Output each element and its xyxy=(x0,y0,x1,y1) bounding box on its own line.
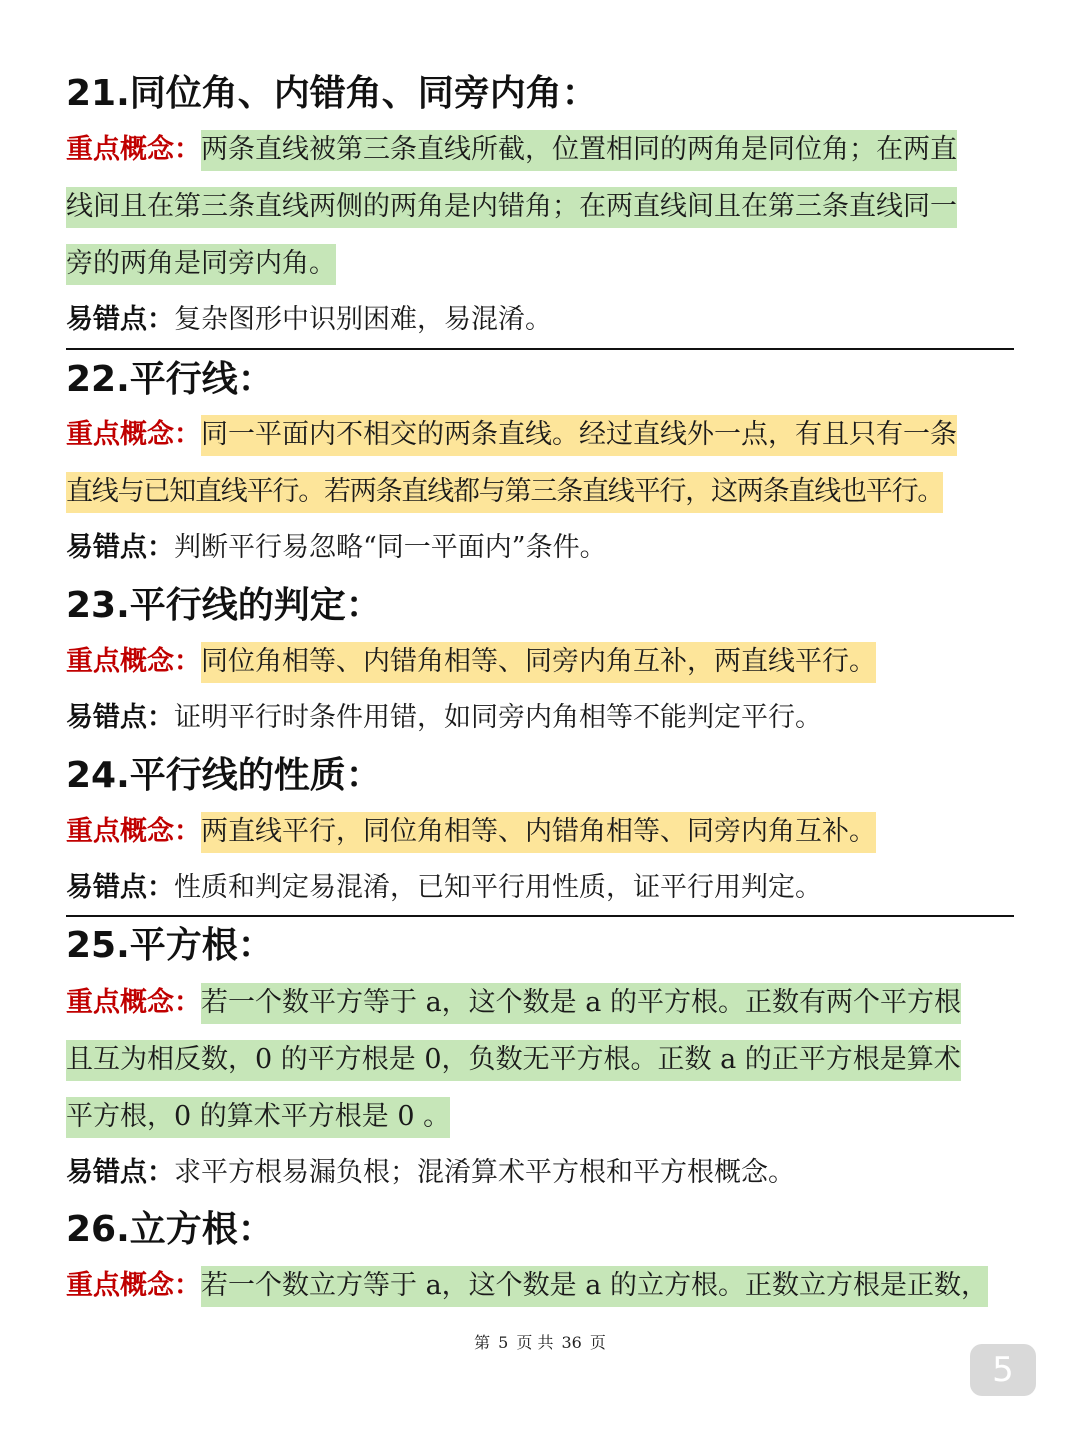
error-label: 易错点： xyxy=(66,304,174,335)
error-line xyxy=(66,1151,795,1195)
key-concept-label: 重点概念： xyxy=(66,816,201,847)
section-title-25: 25.平方根： xyxy=(66,925,274,966)
concept-line xyxy=(66,640,876,684)
section-title-23: 23.平行线的判定： xyxy=(66,585,382,626)
section-title-24: 24.平行线的性质： xyxy=(66,755,382,796)
concept-text: 直线与已知直线平行。若两条直线都与第三条直线平行，这两条直线也平行。 xyxy=(66,472,943,513)
section-title-21: 21.同位角、内错角、同旁内角： xyxy=(66,73,598,114)
concept-line xyxy=(66,810,876,854)
concept-line xyxy=(66,981,961,1025)
section-title-26: 26.立方根： xyxy=(66,1209,274,1250)
concept-text: 线间且在第三条直线两侧的两角是内错角；在两直线间且在第三条直线同一 xyxy=(66,187,957,228)
concept-line xyxy=(66,1095,450,1139)
error-line xyxy=(66,696,822,740)
concept-text: 若一个数平方等于 a，这个数是 a 的平方根。正数有两个平方根 xyxy=(201,983,961,1024)
concept-text: 且互为相反数，0 的平方根是 0，负数无平方根。正数 a 的正平方根是算术 xyxy=(66,1040,961,1081)
section-divider xyxy=(66,348,1014,350)
concept-text: 若一个数立方等于 a，这个数是 a 的立方根。正数立方根是正数， xyxy=(201,1266,988,1307)
footer-total-pages: 36 xyxy=(561,1333,582,1352)
key-concept-label: 重点概念： xyxy=(66,987,201,1018)
concept-text: 同位角相等、内错角相等、同旁内角互补，两直线平行。 xyxy=(201,642,876,683)
footer-page-number: 5 xyxy=(498,1333,509,1352)
error-label: 易错点： xyxy=(66,1157,174,1188)
concept-line xyxy=(66,128,957,172)
error-label: 易错点： xyxy=(66,872,174,903)
concept-line xyxy=(66,1264,988,1308)
error-label: 易错点： xyxy=(66,702,174,733)
section-divider xyxy=(66,915,1014,917)
error-text: 性质和判定易混淆，已知平行用性质，证平行用判定。 xyxy=(174,872,822,903)
error-label: 易错点： xyxy=(66,532,174,563)
error-line xyxy=(66,298,552,342)
page-footer xyxy=(0,1330,1080,1353)
concept-line xyxy=(66,413,957,457)
error-text: 求平方根易漏负根；混淆算术平方根和平方根概念。 xyxy=(174,1157,795,1188)
concept-text: 旁的两角是同旁内角。 xyxy=(66,244,336,285)
key-concept-label: 重点概念： xyxy=(66,1270,201,1301)
concept-line xyxy=(66,242,336,286)
concept-line xyxy=(66,470,943,514)
page-number-badge: 5 xyxy=(970,1344,1036,1396)
concept-text: 同一平面内不相交的两条直线。经过直线外一点，有且只有一条 xyxy=(201,415,957,456)
key-concept-label: 重点概念： xyxy=(66,646,201,677)
error-line xyxy=(66,526,607,570)
error-line xyxy=(66,866,822,910)
key-concept-label: 重点概念： xyxy=(66,134,201,165)
concept-text: 两直线平行，同位角相等、内错角相等、同旁内角互补。 xyxy=(201,812,876,853)
concept-line xyxy=(66,1038,961,1082)
concept-line xyxy=(66,185,957,229)
section-title-22: 22.平行线： xyxy=(66,359,274,400)
footer-middle: 页 共 xyxy=(516,1333,554,1352)
error-text: 判断平行易忽略“同一平面内”条件。 xyxy=(174,532,607,563)
error-text: 证明平行时条件用错，如同旁内角相等不能判定平行。 xyxy=(174,702,822,733)
key-concept-label: 重点概念： xyxy=(66,419,201,450)
footer-prefix: 第 xyxy=(474,1333,491,1352)
footer-suffix: 页 xyxy=(589,1333,606,1352)
concept-text: 两条直线被第三条直线所截，位置相同的两角是同位角；在两直 xyxy=(201,130,957,171)
error-text: 复杂图形中识别困难，易混淆。 xyxy=(174,304,552,335)
concept-text: 平方根，0 的算术平方根是 0 。 xyxy=(66,1097,450,1138)
